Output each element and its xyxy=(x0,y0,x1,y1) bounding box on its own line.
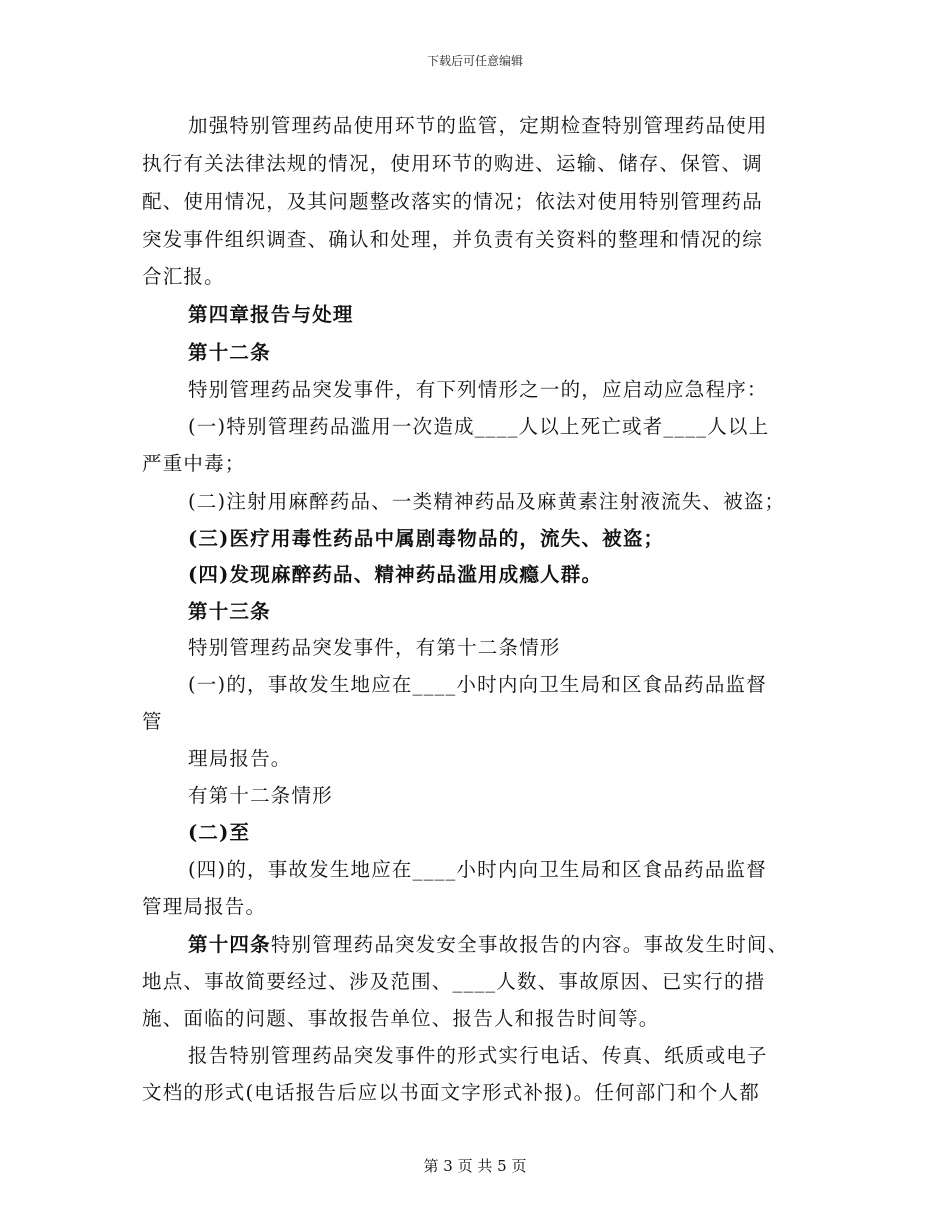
paragraph-line: 文档的形式(电话报告后应以书面文字形式补报)。任何部门和个人都 xyxy=(142,1081,760,1104)
article-13-heading: 第十三条 xyxy=(188,600,271,623)
article-14-text: 特别管理药品突发安全事故报告的内容。事故发生时间、 xyxy=(270,933,789,956)
chapter-heading: 第四章报告与处理 xyxy=(188,303,354,326)
article-12-item-4: (四)发现麻醉药品、精神药品滥用成瘾人群。 xyxy=(188,563,603,586)
paragraph-line: 加强特别管理药品使用环节的监管，定期检查特别管理药品使用 xyxy=(188,114,768,137)
article-12-item-1-cont: 严重中毒； xyxy=(142,452,246,475)
paragraph-line: 报告特别管理药品突发事件的形式实行电话、传真、纸质或电子 xyxy=(188,1044,768,1067)
article-12-item-1: (一)特别管理药品滥用一次造成____人以上死亡或者____人以上 xyxy=(188,415,770,438)
article-12-heading: 第十二条 xyxy=(188,341,271,364)
page-footer: 第 3 页 共 5 页 xyxy=(423,1157,527,1175)
article-12-item-3: (三)医疗用毒性药品中属剧毒物品的，流失、被盗； xyxy=(188,527,665,550)
article-13-line: 有第十二条情形 xyxy=(188,784,333,807)
article-13-line: (二)至 xyxy=(188,821,251,844)
article-14-line: 施、面临的问题、事故报告单位、报告人和报告时间等。 xyxy=(142,1007,660,1030)
article-14-line: 地点、事故简要经过、涉及范围、____人数、事故原因、已实行的措 xyxy=(142,970,766,993)
article-13-line: (一)的，事故发生地应在____小时内向卫生局和区食品药品监督 xyxy=(188,673,767,696)
paragraph-line: 合汇报。 xyxy=(142,265,225,288)
paragraph-line: 配、使用情况，及其问题整改落实的情况；依法对使用特别管理药品 xyxy=(142,190,764,213)
page-header: 下载后可任意编辑 xyxy=(426,54,523,68)
article-12-intro: 特别管理药品突发事件，有下列情形之一的，应启动应急程序： xyxy=(188,378,768,401)
article-14-heading: 第十四条 xyxy=(188,933,271,956)
article-13-line: 管理局报告。 xyxy=(142,895,267,918)
article-13-line: 管 xyxy=(142,710,163,733)
article-13-line: 特别管理药品突发事件，有第十二条情形 xyxy=(188,636,561,659)
article-14-line xyxy=(188,933,788,957)
article-13-line: (四)的，事故发生地应在____小时内向卫生局和区食品药品监督 xyxy=(188,858,767,881)
paragraph-line: 执行有关法律法规的情况，使用环节的购进、运输、储存、保管、调 xyxy=(142,152,764,175)
article-12-item-2: (二)注射用麻醉药品、一类精神药品及麻黄素注射液流失、被盗； xyxy=(188,490,786,513)
paragraph-line: 突发事件组织调查、确认和处理，并负责有关资料的整理和情况的综 xyxy=(142,228,764,251)
article-13-line: 理局报告。 xyxy=(188,747,292,770)
